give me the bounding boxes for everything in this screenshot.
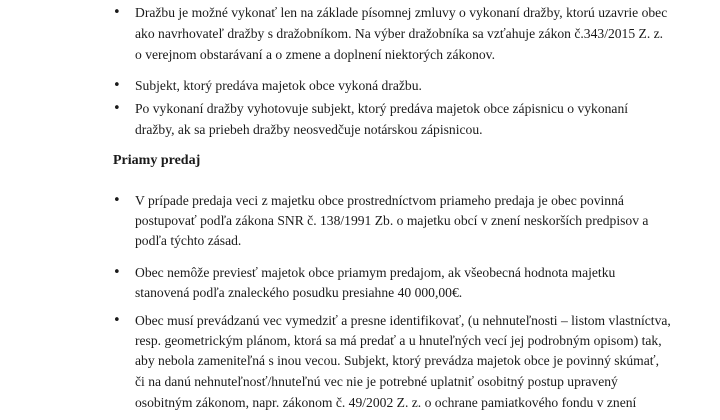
paragraph-line: o verejnom obstarávaní a o zmene a doplnení niektorých zákonov. [135,47,495,62]
paragraph-line: stanovená podľa znaleckého posudku presiahne 40 000,00€. [135,285,463,300]
bullet-icon: • [113,101,121,116]
paragraph-line: resp. geometrickým plánom, ktorá sa má predať a u hnuteľných vecí jej podrobným opisom) tak, [135,333,662,348]
paragraph-line: Dražbu je možné vykonať len na základe písomnej zmluvy o vykonaní dražby, ktorú uzavrie obec [135,5,668,20]
paragraph-line: Obec nemôže previesť majetok obce priamym predajom, ak všeobecná hodnota majetku [135,265,616,280]
paragraph-line: Obec musí prevádzanú vec vymedziť a presne identifikovať, (u nehnuteľnosti – listom vlastníctva, [135,313,671,328]
paragraph-line: postupovať podľa zákona SNR č. 138/1991 Zb. o majetku obcí v znení neskorších predpisov a [135,213,649,228]
paragraph-line: aby nebola zameniteľná s inou vecou. Subjekt, ktorý prevádza majetok obce je povinný skúmať, [135,353,659,368]
paragraph-line: osobitným zákonom, napr. zákonom č. 49/2002 Z. z. o ochrane pamiatkového fondu v znení [135,395,637,410]
bullet-icon: • [113,313,121,328]
paragraph-line: podľa týchto zásad. [135,233,242,248]
paragraph-line: V prípade predaja veci z majetku obce prostredníctvom priameho predaja je obec povinná [135,193,624,208]
paragraph-line: Subjekt, ktorý predáva majetok obce vykoná dražbu. [135,78,422,93]
paragraph-line: dražby, ak sa priebeh dražby neosvedčuje notárskou zápisnicou. [135,122,483,137]
bullet-icon: • [113,5,121,20]
section-heading: Priamy predaj [113,153,201,168]
bullet-icon: • [113,265,121,280]
paragraph-line: ako navrhovateľ dražby s dražobníkom. Na výber dražobníka sa vzťahuje zákon č.343/2015 Z. z. [135,26,664,41]
bullet-icon: • [113,193,121,208]
paragraph-line: či na danú nehnuteľnosť/hnuteľnú vec nie je potrebné uplatniť osobitný postup upravený [135,374,618,389]
bullet-icon: • [113,78,121,93]
paragraph-line: Po vykonaní dražby vyhotovuje subjekt, ktorý predáva majetok obce zápisnicu o vykonaní [135,101,629,116]
